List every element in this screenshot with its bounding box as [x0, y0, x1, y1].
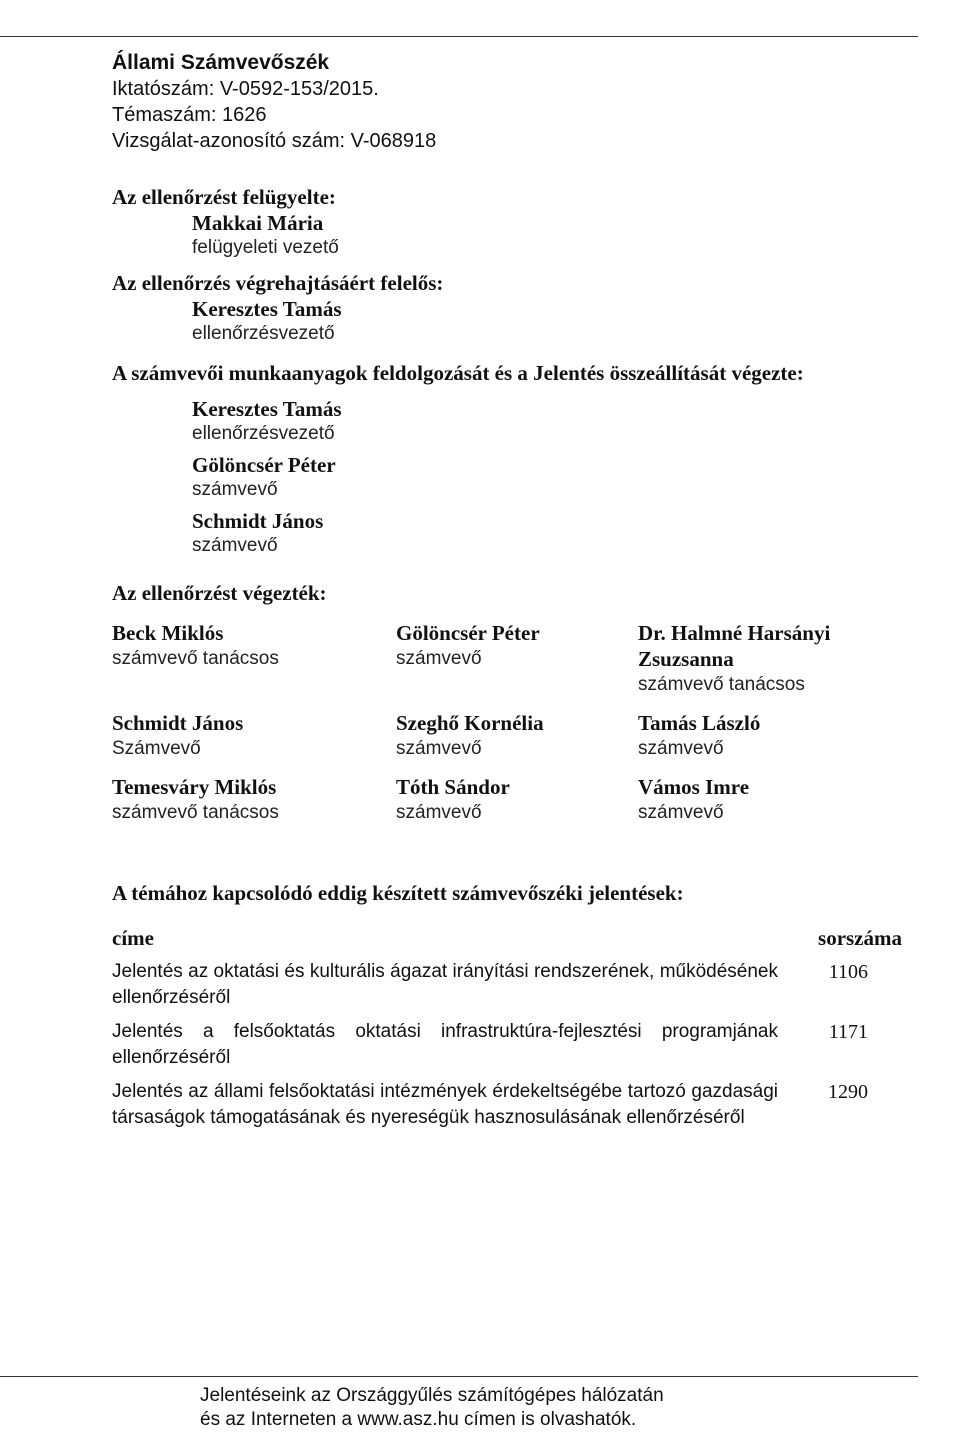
- auditor-role: számvevő: [638, 802, 724, 823]
- auditor-role: számvevő tanácsos: [638, 674, 805, 695]
- footer-line-1: Jelentéseink az Országgyűlés számítógépes hálózatán: [200, 1385, 664, 1406]
- auditor-entry: [396, 774, 638, 826]
- auditor-name: Dr. Halmné Harsányi Zsuzsanna: [638, 621, 831, 671]
- auditor-entry: [396, 620, 638, 698]
- reports-header: [112, 926, 902, 951]
- topic-number: Témaszám: 1626: [112, 104, 267, 126]
- processing-person-name: Gölöncsér Péter: [192, 453, 336, 477]
- top-rule: [0, 36, 918, 37]
- auditor-role: számvevő: [396, 648, 482, 669]
- auditor-name: Schmidt János: [112, 711, 244, 735]
- auditors-grid: [112, 620, 902, 826]
- auditor-name: Tóth Sándor: [396, 775, 510, 799]
- report-row: [112, 1019, 902, 1071]
- processing-person-role: ellenőrzésvezető: [192, 423, 335, 444]
- auditor-role: számvevő tanácsos: [112, 648, 279, 669]
- document-page: [112, 50, 902, 1131]
- auditor-entry: [112, 774, 396, 826]
- footer-note: [200, 1384, 760, 1432]
- auditor-role: Számvevő: [112, 738, 201, 759]
- auditor-name: Gölöncsér Péter: [396, 621, 540, 645]
- processing-person-role: számvevő: [192, 535, 278, 556]
- responsible-role: ellenőrzésvezető: [192, 323, 335, 344]
- report-number: 1290: [828, 1081, 868, 1103]
- report-row: [112, 959, 902, 1011]
- processing-person-role: számvevő: [192, 479, 278, 500]
- organization-name: Állami Számvevőszék: [112, 51, 330, 74]
- auditor-entry: [112, 620, 396, 698]
- auditor-entry: [638, 710, 902, 762]
- processing-people: [192, 396, 902, 558]
- report-title: Jelentés az oktatási és kulturális ágazat irányítási rendszerének, működésének ellenőrzéséről: [112, 961, 778, 1008]
- report-number: 1171: [828, 1021, 868, 1043]
- auditor-role: számvevő: [396, 738, 482, 759]
- auditor-entry: [396, 710, 638, 762]
- auditor-name: Temesváry Miklós: [112, 775, 277, 799]
- processing-label: A számvevői munkaanyagok feldolgozását és a Jelentés összeállítását végezte:: [112, 361, 804, 385]
- processing-person-name: Keresztes Tamás: [192, 397, 342, 421]
- filing-number: Iktatószám: V-0592-153/2015.: [112, 78, 379, 100]
- processing-person-name: Schmidt János: [192, 509, 324, 533]
- col-number-header: sorszáma: [818, 926, 902, 950]
- supervised-label: Az ellenőrzést felügyelte:: [112, 185, 336, 209]
- auditor-role: számvevő: [396, 802, 482, 823]
- reports-title: A témához kapcsolódó eddig készített számvevőszéki jelentések:: [112, 881, 684, 905]
- auditor-name: Tamás László: [638, 711, 761, 735]
- auditors-label: Az ellenőrzést végezték:: [112, 581, 327, 605]
- supervisor-role: felügyeleti vezető: [192, 237, 339, 258]
- report-title: Jelentés a felsőoktatás oktatási infrastruktúra-fejlesztési programjának ellenőrzéséről: [112, 1021, 778, 1068]
- supervisor-name: Makkai Mária: [192, 211, 324, 235]
- auditor-name: Vámos Imre: [638, 775, 750, 799]
- responsible-label: Az ellenőrzés végrehajtásáért felelős:: [112, 271, 444, 295]
- audit-id: Vizsgálat-azonosító szám: V-068918: [112, 130, 437, 152]
- report-number: 1106: [828, 961, 868, 983]
- footer-line-2: és az Interneten a www.asz.hu címen is olvashatók.: [200, 1409, 637, 1430]
- auditor-role: számvevő tanácsos: [112, 802, 279, 823]
- auditor-name: Szeghő Kornélia: [396, 711, 544, 735]
- auditor-entry: [638, 620, 902, 698]
- auditor-entry: [638, 774, 902, 826]
- col-title-header: címe: [112, 926, 154, 950]
- report-title: Jelentés az állami felsőoktatási intézmények érdekeltségébe tartozó gazdasági társaságok támogatásának és nyereségük hasznosulásának ellenőrzéséről: [112, 1081, 778, 1128]
- footer-rule: [0, 1376, 918, 1377]
- auditor-entry: [112, 710, 396, 762]
- responsible-name: Keresztes Tamás: [192, 297, 342, 321]
- auditor-name: Beck Miklós: [112, 621, 224, 645]
- report-row: [112, 1079, 902, 1131]
- auditor-role: számvevő: [638, 738, 724, 759]
